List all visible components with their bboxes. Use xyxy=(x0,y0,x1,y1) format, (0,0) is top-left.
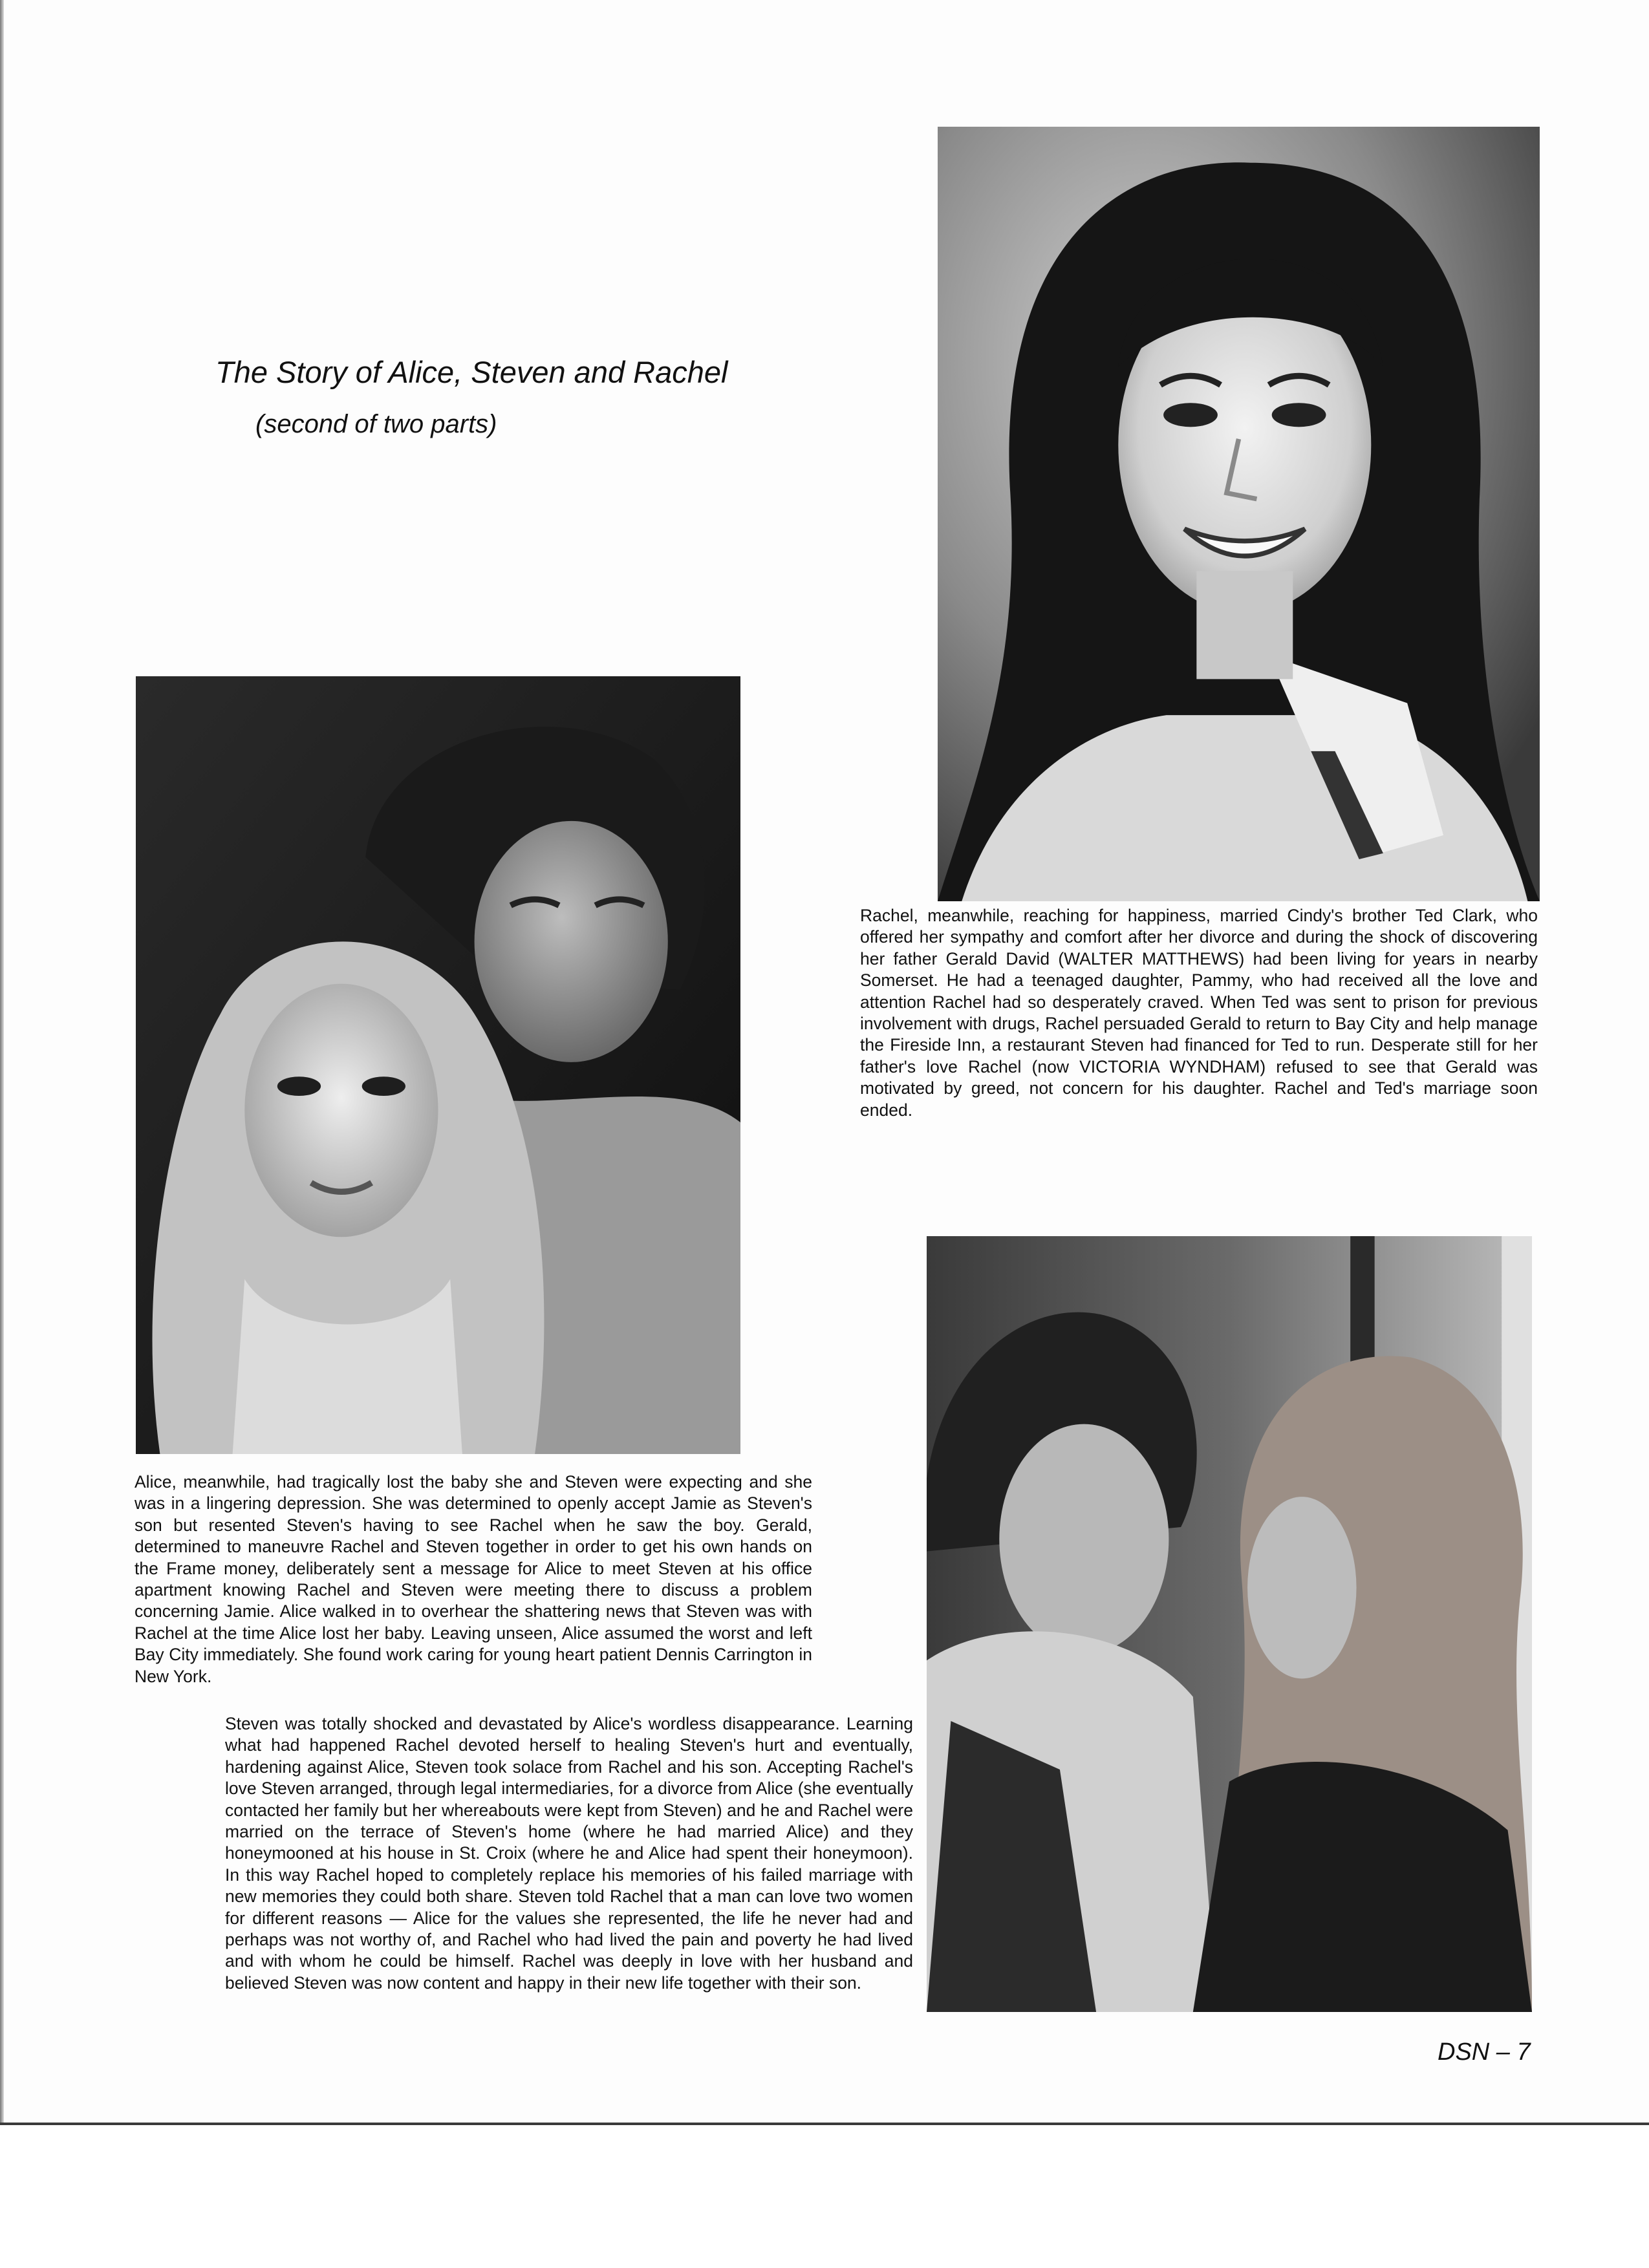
page-left-edge-shadow xyxy=(0,0,4,2124)
paragraph-rachel: Rachel, meanwhile, reaching for happiness, married Cindy's brother Ted Clark, who offered her sympathy and comfort after her divorce and during the shock of discovering her father Gerald David (WALTER MATTHEWS) had been living for years in nearby Somerset. He had a teenaged daughter, Pammy, who had received all the love and attention Rachel had so desperately craved. When Ted was sent to prison for previous involvement with drugs, Rachel persuaded Gerald to return to Bay City and help manage the Fireside Inn, a restaurant Steven had financed for Ted to run. Desperate still for her father's love Rachel (now VICTORIA WYNDHAM) refused to see that Gerald was motivated by greed, not concern for his daughter. Rachel and Ted's marriage soon ended. xyxy=(860,906,1538,1120)
paragraph-steven: Steven was totally shocked and devastated by Alice's wordless disappearance. Learning what had happened Rachel devoted herself to healing Steven's hurt and eventually, hardening against Alice, Steven took solace from Rachel and his son. Accepting Rachel's love Steven arranged, through legal intermediaries, for a divorce from Alice (she eventually contacted her family but her whereabouts were kept from Steven) and he and Rachel were married on the terrace of Steven's home (where he had married Alice) and they honeymooned at his house in St. Croix (where he and Alice had spent their honeymoon). In this way Rachel hoped to completely replace his memories of his failed marriage with new memories they could both share. Steven told Rachel that a man can love two women for different reasons — Alice for the values she represented, the life he never had and perhaps was not worthy of, and Rachel who had lived the pain and poverty he had lived and with whom he could be himself. Rachel was deeply in love with her husband and believed Steven was now content and happy in their new life together with their son. xyxy=(225,1714,913,1993)
photo-alice-and-steven xyxy=(136,676,740,1454)
page-number: DSN – 7 xyxy=(1438,2038,1531,2066)
couple-graphic xyxy=(927,1236,1532,2012)
page-bottom-edge xyxy=(0,2123,1649,2125)
paragraph-alice: Alice, meanwhile, had tragically lost the baby she and Steven were expecting and she was in a lingering depression. She was determined to openly accept Jamie as Steven's son but resented Steven's having to see Rachel when he saw the boy. Gerald, determined to maneuvre Rachel and Steven together in order to get his own hands on the Frame money, deliberately sent a message for Alice to meet Steven at his office apartment knowing Rachel and Steven were meeting there to discuss a problem concerning Jamie. Alice walked in to overhear the shattering news that Steven was with Rachel at the time Alice lost her baby. Leaving unseen, Alice assumed the worst and left Bay City immediately. She found work caring for young heart patient Dennis Carrington in New York. xyxy=(135,1472,812,1686)
article-subtitle: (second of two parts) xyxy=(255,410,497,438)
photo-rachel-portrait xyxy=(938,127,1540,901)
embrace-graphic xyxy=(136,676,740,1454)
portrait-graphic xyxy=(938,127,1540,901)
photo-steven-and-alice-facing xyxy=(927,1236,1532,2012)
article-title: The Story of Alice, Steven and Rachel xyxy=(215,355,728,389)
